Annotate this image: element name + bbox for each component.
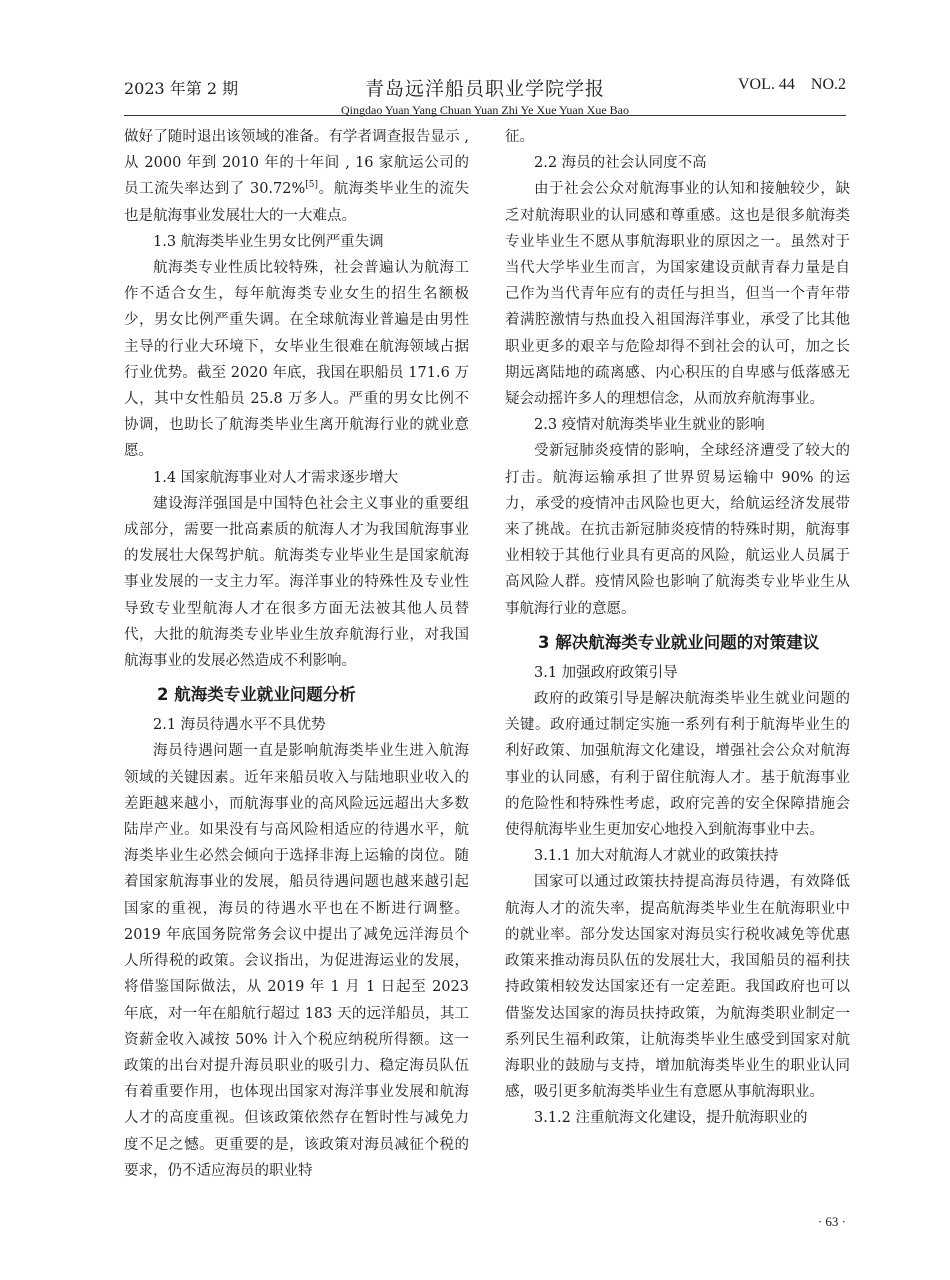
subsection-heading: 3.1.1 加大对航海人才就业的政策扶持 xyxy=(534,848,779,865)
journal-title: 青岛远洋船员职业学院学报 xyxy=(364,78,605,100)
subsection-heading: 3.1.2 注重航海文化建设，提升航海职业的 xyxy=(534,1110,808,1127)
header-rule xyxy=(124,115,846,116)
paragraph: 政府的政策引导是解决航海类毕业生就业问题的关键。政府通过制定实施一系列有利于航海毕业生的利好政策、加强航海文化建设，增强社会公众对航海事业的认同感，有利于留住航海人才。基于航海事业的危险性和特殊性考虑，政府完善的安全保障措施会使得航海毕业生更加安心地投入到航海事业中去。 xyxy=(505,691,850,839)
subsection-heading: 2.2 海员的社会认同度不高 xyxy=(534,155,707,172)
issue-label: 2023 年第 2 期 xyxy=(124,79,239,98)
paragraph: 受新冠肺炎疫情的影响，全球经济遭受了较大的打击。航海运输承担了世界贸易运输中 90% 的运力，承受的疫情冲击风险也更大，给航运经济发展带来了挑战。在抗击新冠肺炎疫情的特殊时期，航海事业相较于其他行业具有更高的风险，航运业人员属于高风险人群。疫情风险也影响了航海类专业毕业生从事航海行业的意愿。 xyxy=(505,443,850,617)
subsection-heading: 2.1 海员待遇水平不具优势 xyxy=(153,717,326,734)
right-column xyxy=(505,124,850,1132)
paragraph-text: 。航海类毕业生的流失也是航海事业发展壮大的一大难点。 xyxy=(124,181,470,224)
subsection-heading: 2.3 疫情对航海类毕业生就业的影响 xyxy=(534,417,765,434)
paragraph: 航海类专业性质比较特殊，社会普遍认为航海工作不适合女生，每年航海类专业女生的招生名额极少，男女比例严重失调。在全球航海业普遍是由男性主导的行业大环境下，女毕业生很难在航海领域占据行业优势。截至 2020 年底，我国在职船员 171.6 万人，其中女性船员 25.8 万多人。严重的男女比例不协调，也助长了航海类毕业生离开航海行业的就业意愿。 xyxy=(124,260,469,460)
paragraph xyxy=(124,124,469,229)
citation-ref[interactable]: [5] xyxy=(305,180,319,191)
paragraph: 由于社会公众对航海事业的认知和接触较少，缺乏对航海职业的认同感和尊重感。这也是很多航海类专业毕业生不愿从事航海职业的原因之一。虽然对于当代大学毕业生而言，为国家建设贡献青春力量是自己作为当代青年应有的责任与担当，但当一个青年带着满腔激情与热血投入祖国海洋事业，承受了比其他职业更多的艰辛与危险却得不到社会的认可，加之长期远离陆地的疏离感、内心积压的自卑感与低落感无疑会动摇许多人的理想信念，从而放弃航海事业。 xyxy=(505,181,850,408)
paragraph: 建设海洋强国是中国特色社会主义事业的重要组成部分，需要一批高素质的航海人才为我国航海事业的发展壮大保驾护航。航海类专业毕业生是国家航海事业发展的一支主力军。海洋事业的特殊性及专业性导致专业型航海人才在很多方面无法被其他人员替代，大批的航海类专业毕业生放弃航海行业，对我国航海事业的发展必然造成不利影响。 xyxy=(124,495,469,670)
left-column xyxy=(124,124,469,1184)
paragraph: 海员待遇问题一直是影响航海类毕业生进入航海领域的关键因素。近年来船员收入与陆地职业收入的差距越来越小，而航海事业的高风险远远超出大多数陆岸产业。如果没有与高风险相适应的待遇水平，航海类毕业生必然会倾向于选择非海上运输的岗位。随着国家航海事业的发展，船员待遇问题也越来越引起国家的重视，海员的待遇水平也在不断进行调整。2019 年底国务院常务会议中提出了减免远洋海员个人所得税的政策。会议指出，为促进海运业的发展，将借鉴国际做法，从 2019 年 1 月 1 日起至 2023 年底，对一年在船航行超过 183 天的远洋船员，其工资薪金收入减按 50% 计入个税应纳税所得额。这一政策的出台对提升海员职业的吸引力、稳定海员队伍有着重要作用，也体现出国家对海洋事业发展和航海人才的高度重视。但该政策依然存在暂时性与减免力度不足之憾。更重要的是，该政策对海员减征个税的要求，仍不适应海员的职业特 xyxy=(124,743,469,1179)
subsection-heading: 1.3 航海类毕业生男女比例严重失调 xyxy=(153,233,384,250)
section-heading: 2 航海类专业就业问题分析 xyxy=(157,685,356,705)
paragraph: 征。 xyxy=(505,129,534,145)
page-number: · 63 · xyxy=(817,1214,846,1229)
subsection-heading: 3.1 加强政府政策引导 xyxy=(534,664,678,681)
paragraph-text: 做好了随时退出该领域的准备。有学者调查报告显示 , 从 2000 年到 2010 年的十年间 , 16 家航运公司的员工流失率达到了 30.72% xyxy=(124,129,469,198)
paragraph: 国家可以通过政策扶持提高海员待遇，有效降低航海人才的流失率，提高航海类毕业生在航海职业中的就业率。部分发达国家对海员实行税收减免等优惠政策来推动海员队伍的发展壮大，我国船员的福利扶持政策相较发达国家还有一定差距。我国政府也可以借鉴发达国家的海员扶持政策，为航海类职业制定一系列民生福利政策，让航海类毕业生感受到国家对航海职业的鼓励与支持，增加航海类毕业生的职业认同感，吸引更多航海类毕业生有意愿从事航海职业。 xyxy=(505,874,850,1101)
subsection-heading: 1.4 国家航海事业对人才需求逐步增大 xyxy=(153,469,399,486)
section-heading: 3 解决航海类专业就业问题的对策建议 xyxy=(538,632,820,652)
journal-pinyin: Qingdao Yuan Yang Chuan Yuan Zhi Ye Xue Yuan Xue Bao xyxy=(341,103,629,117)
volume-label: VOL. 44 NO.2 xyxy=(738,76,846,93)
